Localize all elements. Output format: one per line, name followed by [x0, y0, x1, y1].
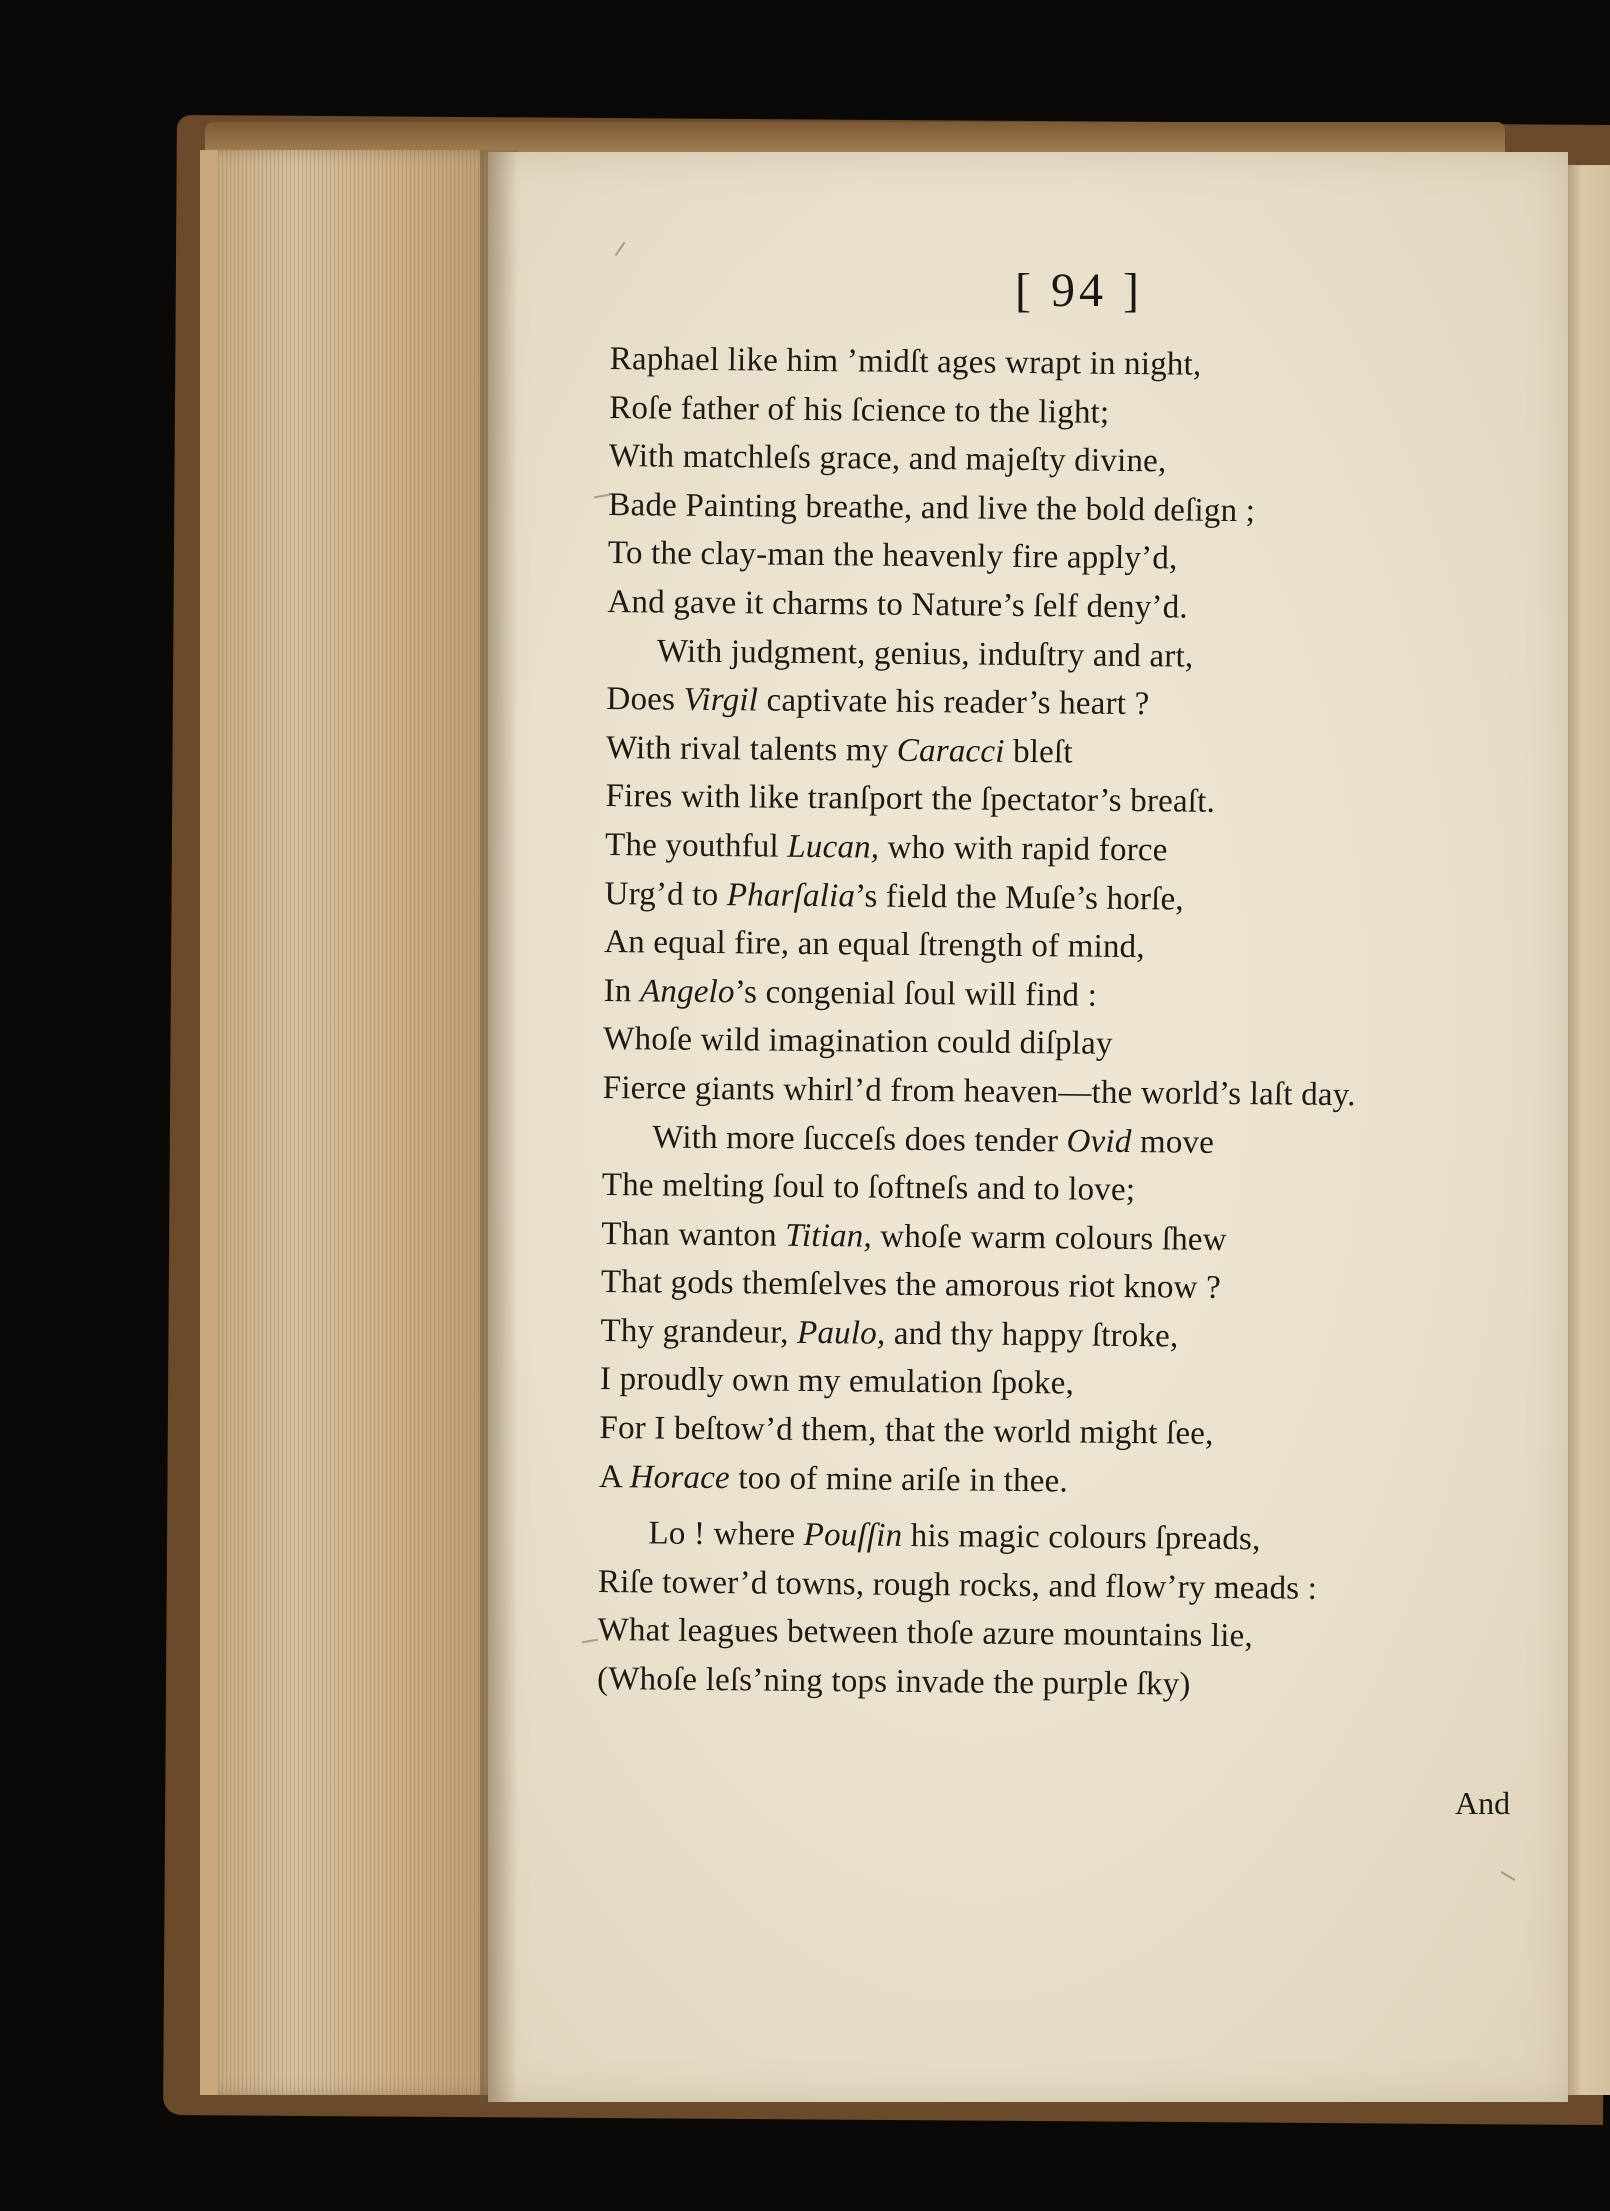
line-text: Fierce giants whirl’d from heaven—the world’s laſt day.: [602, 1069, 1356, 1114]
line-text: With judgment, genius, induſtry and art,: [656, 633, 1194, 675]
italic-name: Lucan,: [787, 828, 880, 866]
line-text: Raphael like him ’midſt ages wrapt in night,: [609, 340, 1202, 383]
line-text: ’s field the Muſe’s horſe,: [854, 877, 1185, 918]
line-text: An equal fire, an equal ſtrength of mind,: [603, 924, 1145, 966]
line-text: To the clay-man the heavenly fire apply’d,: [607, 535, 1178, 577]
line-text: too of mine ariſe in thee.: [729, 1459, 1069, 1500]
italic-name: Horace: [629, 1458, 731, 1496]
line-text: Bade Painting breathe, and live the bold deſign ;: [608, 486, 1256, 529]
line-text: And gave it charms to Nature’s ſelf deny’d.: [607, 583, 1189, 626]
line-text: Thy grandeur,: [600, 1312, 798, 1351]
line-text: Roſe father of his ſcience to the light;: [609, 389, 1110, 431]
poem-line: [601, 1258, 1531, 1316]
poem-line: [607, 578, 1537, 636]
poem-line: [603, 1015, 1533, 1073]
line-text: I proudly own my emulation ſpoke,: [599, 1361, 1075, 1402]
italic-name: Caracci: [896, 732, 1005, 770]
italic-name: Pharſalia: [726, 876, 856, 914]
poem-line: [603, 967, 1533, 1025]
poem-line: [599, 1453, 1529, 1511]
line-text: move: [1131, 1123, 1215, 1161]
line-text: Lo ! where: [648, 1515, 804, 1554]
poem-line: [607, 627, 1537, 685]
poem-line: [599, 1404, 1529, 1462]
poem-line: [597, 1606, 1527, 1664]
line-text: captivate his reader’s heart ?: [757, 682, 1150, 723]
line-text: his magic colours ſpreads,: [902, 1518, 1261, 1558]
line-text: The melting ſoul to ſoftneſs and to love;: [601, 1167, 1136, 1209]
line-text: Urg’d to: [604, 875, 727, 913]
italic-name: Ovid: [1066, 1122, 1132, 1160]
poem-line: [608, 529, 1538, 587]
line-text: With matchleſs grace, and majeſty divine,: [608, 438, 1167, 480]
poem-text: [597, 335, 1540, 1712]
line-text: Fires with like tranſport the ſpectator’s breaſt.: [605, 778, 1216, 821]
poem-line: [609, 432, 1539, 490]
line-text: whoſe warm colours ſhew: [871, 1218, 1227, 1258]
line-text: who with rapid force: [879, 829, 1168, 869]
poem-line: [610, 335, 1540, 393]
line-text: That gods themſelves the amorous riot know ?: [600, 1264, 1222, 1307]
poem-line: [609, 384, 1539, 442]
line-text: Than wanton: [601, 1215, 786, 1254]
poem-line: [604, 870, 1534, 928]
line-text: and thy happy ſtroke,: [885, 1315, 1179, 1355]
poem-line: [605, 821, 1535, 879]
line-text: Does: [606, 681, 684, 718]
line-text: The youthful: [604, 826, 788, 865]
line-text: Riſe tower’d towns, rough rocks, and flow’ry meads :: [597, 1563, 1318, 1607]
page-edges: [200, 150, 518, 2095]
poem-line: [608, 481, 1538, 539]
poem-line: [605, 772, 1535, 830]
poem-line: [603, 1064, 1533, 1122]
line-text: bleſt: [1004, 733, 1073, 771]
line-text: In: [603, 972, 641, 1010]
line-text: (Whoſe leſs’ning tops invade the purple ſky): [596, 1660, 1191, 1703]
poem-line: [597, 1655, 1527, 1713]
poem-line: [606, 724, 1536, 782]
line-text: With more ſucceſs does tender: [652, 1118, 1067, 1159]
catchword: And: [1455, 1785, 1511, 1821]
line-text: With rival talents my: [605, 729, 898, 769]
line-text: What leagues between thoſe azure mountains lie,: [597, 1612, 1254, 1655]
line-text: For I beſtow’d them, that the world might ſee,: [599, 1410, 1214, 1452]
italic-name: Titian,: [785, 1217, 873, 1255]
poem-line: [601, 1210, 1531, 1268]
italic-name: Paulo,: [796, 1314, 886, 1352]
poem-line: [604, 918, 1534, 976]
italic-name: Angelo: [639, 973, 735, 1010]
line-text: ’s congenial ſoul will find :: [734, 973, 1098, 1014]
poem-line: [598, 1509, 1528, 1567]
italic-name: Virgil: [683, 681, 759, 719]
poem-line: [602, 1161, 1532, 1219]
poem-line: [606, 675, 1536, 733]
poem-line: [600, 1355, 1530, 1413]
gutter-shadow: [480, 150, 518, 2105]
poem-line: [600, 1307, 1530, 1365]
italic-name: Pouſſin: [803, 1517, 903, 1555]
line-text: A: [598, 1458, 630, 1495]
poem-line: [602, 1112, 1532, 1170]
poem-line: [598, 1558, 1528, 1616]
line-text: Whoſe wild imagination could diſplay: [603, 1021, 1113, 1063]
page-number-header: [ 94 ]: [1015, 264, 1143, 317]
